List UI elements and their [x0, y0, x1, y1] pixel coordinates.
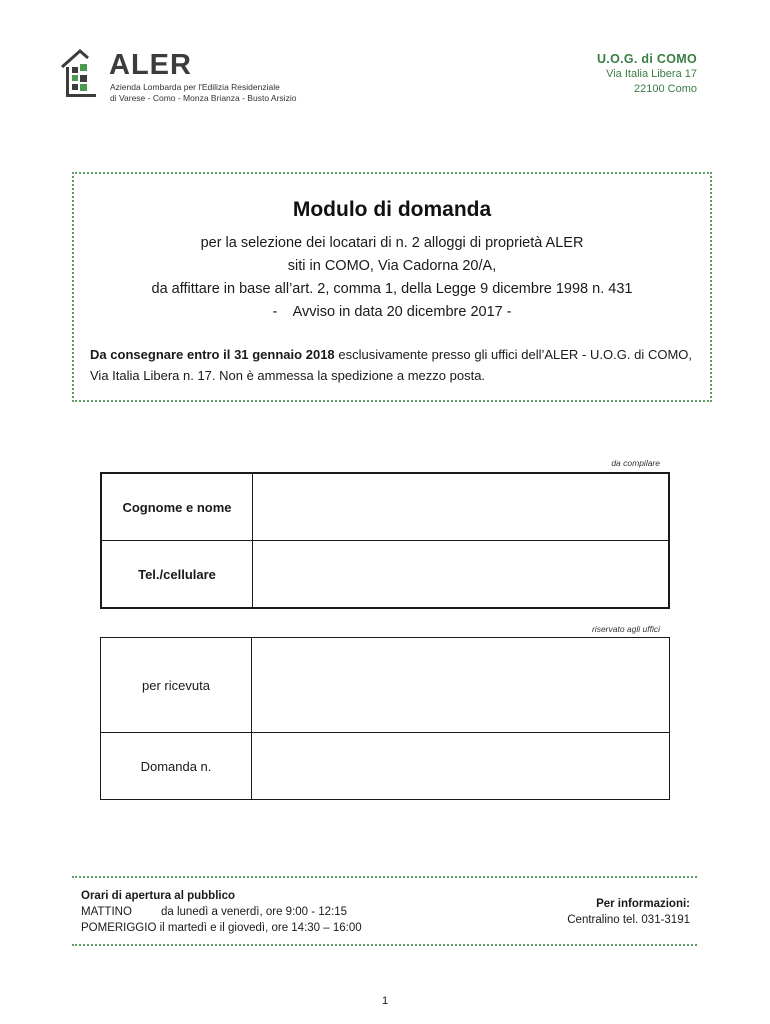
page-number: 1 [381, 995, 389, 1007]
logo-name: ALER [109, 49, 192, 81]
table-row [101, 733, 670, 800]
application-number-field[interactable] [252, 733, 670, 800]
intro-line-1: per la selezione dei locatari di n. 2 alloggi di proprietà ALER [200, 235, 584, 251]
office-city: 22100 Como [634, 83, 697, 95]
office-name: U.O.G. di COMO [596, 52, 697, 66]
footer-divider-bottom [72, 944, 697, 946]
office-form-caption: riservato agli uffici [591, 624, 660, 634]
document-intro [74, 232, 710, 324]
name-field[interactable] [253, 473, 670, 541]
footer-divider-top [72, 876, 697, 878]
office-address [597, 52, 697, 97]
info-title: Per informazioni: [596, 898, 690, 910]
hours-detail: da lunedì a venerdì, ore 9:00 - 12:15 [161, 906, 348, 918]
table-row [101, 541, 669, 609]
hours-period: POMERIGGIO [81, 922, 157, 934]
hours-period: MATTINO [81, 906, 132, 918]
submission-notice [90, 344, 692, 386]
notice-deadline: Da consegnare entro il 31 gennaio 2018 [90, 347, 335, 362]
hours-title: Orari di apertura al pubblico [81, 890, 236, 902]
document-title: Modulo di domanda [292, 198, 492, 221]
hours-detail: il martedì e il giovedì, ore 14:30 – 16:00 [159, 922, 362, 934]
office-street: Via Italia Libera 17 [606, 68, 697, 80]
phone-label: Tel./cellulare [101, 541, 253, 609]
applicant-form-caption: da compilare [611, 458, 660, 468]
receipt-label: per ricevuta [101, 638, 252, 733]
info-phone: Centralino tel. 031-3191 [567, 914, 690, 926]
notice-text: esclusivamente presso gli uffici dell’ALER - U.O.G. di COMO, Via Italia Libera n. 17. Non è ammessa la spedizione a mezzo posta. [90, 347, 693, 383]
house-logo-icon [58, 45, 104, 101]
table-row [101, 473, 669, 541]
logo-subtitle-line-2: di Varese - Como - Monza Brianza - Busto Arsizio [110, 93, 297, 103]
contact-info [567, 896, 690, 928]
application-number-label: Domanda n. [101, 733, 252, 800]
intro-line-2: siti in COMO, Via Cadorna 20/A, [287, 258, 497, 274]
table-row [101, 638, 670, 733]
applicant-form [100, 472, 670, 609]
hours-row-morning [81, 904, 362, 920]
name-label: Cognome e nome [101, 473, 253, 541]
logo-subtitle [110, 82, 296, 104]
logo-subtitle-line-1: Azienda Lombarda per l'Edilizia Residenziale [110, 82, 280, 92]
office-form [100, 637, 670, 800]
phone-field[interactable] [253, 541, 670, 609]
receipt-field[interactable] [252, 638, 670, 733]
aler-logo [58, 45, 328, 107]
title-box [72, 172, 712, 402]
hours-row-afternoon [81, 920, 362, 936]
opening-hours [81, 888, 362, 936]
intro-line-3: da affittare in base all’art. 2, comma 1, della Legge 9 dicembre 1998 n. 431 [151, 281, 633, 297]
intro-line-4: - Avviso in data 20 dicembre 2017 - [272, 304, 512, 320]
